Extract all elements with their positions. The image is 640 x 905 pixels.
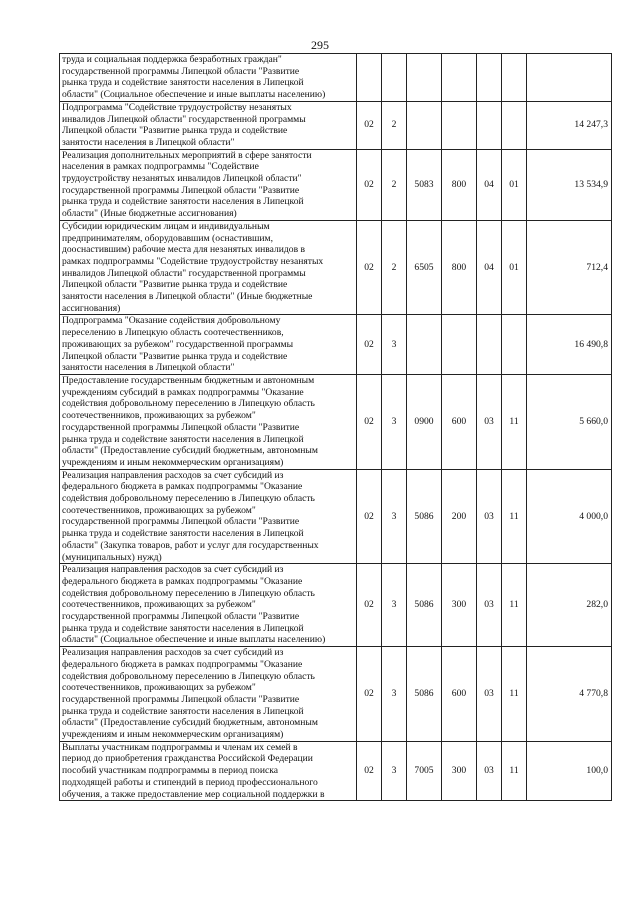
- budget-table: [59, 53, 612, 801]
- table-row: [60, 220, 612, 315]
- item-name-cell: Подпрограмма "Оказание содействия добровольному переселению в Липецкую область соотечественников, проживающих за рубежом" государственной программы Липецкой области "Развитие рынка труда и содействие занятости населения в Липецкой области": [60, 315, 357, 375]
- table-row: [60, 469, 612, 564]
- subprogram-code-cell: 3: [382, 741, 407, 801]
- program-code-cell: 02: [357, 315, 382, 375]
- subprogram-code-cell: 2: [382, 220, 407, 315]
- amount-cell: 5 660,0: [527, 374, 612, 469]
- table-row: [60, 374, 612, 469]
- subsection-cell: 11: [502, 469, 527, 564]
- amount-cell: 13 534,9: [527, 149, 612, 220]
- item-name-cell: Предоставление государственным бюджетным и автономным учреждениям субсидий в рамках подпрограммы "Оказание содействия добровольному переселению в Липецкую область соотечественников, проживающих за рубежом" государственной программы Липецкой области "Развитие рынка труда и содействие занятости населения в Липецкой области" (Предоставление субсидий бюджетным, автономным учреждениям и иным некоммерческим организациям): [60, 374, 357, 469]
- section-cell: 03: [477, 374, 502, 469]
- subprogram-code-cell: 3: [382, 374, 407, 469]
- program-code-cell: [357, 54, 382, 102]
- section-cell: [477, 315, 502, 375]
- subsection-cell: [502, 54, 527, 102]
- table-row: [60, 315, 612, 375]
- section-cell: 03: [477, 647, 502, 742]
- table-row: [60, 149, 612, 220]
- target-code-cell: [407, 101, 442, 149]
- target-code-cell: 5086: [407, 469, 442, 564]
- expense-type-cell: 300: [442, 741, 477, 801]
- section-cell: 04: [477, 149, 502, 220]
- target-code-cell: 5086: [407, 564, 442, 647]
- subprogram-code-cell: 2: [382, 101, 407, 149]
- program-code-cell: 02: [357, 220, 382, 315]
- subsection-cell: 01: [502, 220, 527, 315]
- expense-type-cell: [442, 54, 477, 102]
- expense-type-cell: [442, 101, 477, 149]
- subsection-cell: 01: [502, 149, 527, 220]
- program-code-cell: 02: [357, 101, 382, 149]
- subprogram-code-cell: 3: [382, 315, 407, 375]
- amount-cell: 4 000,0: [527, 469, 612, 564]
- amount-cell: 712,4: [527, 220, 612, 315]
- subprogram-code-cell: 3: [382, 647, 407, 742]
- item-name-cell: Подпрограмма "Содействие трудоустройству незанятых инвалидов Липецкой области" государственной программы Липецкой области "Развитие рынка труда и содействие занятости населения в Липецкой области": [60, 101, 357, 149]
- item-name-cell: Реализация дополнительных мероприятий в сфере занятости населения в рамках подпрограммы "Содействие трудоустройству незанятых инвалидов Липецкой области" государственной программы Липецкой области "Развитие рынка труда и содействие занятости населения в Липецкой области" (Иные бюджетные ассигнования): [60, 149, 357, 220]
- program-code-cell: 02: [357, 564, 382, 647]
- item-name-cell: Реализация направления расходов за счет субсидий из федерального бюджета в рамках подпрограммы "Оказание содействия добровольному переселению в Липецкую область соотечественников, проживающих за рубежом" государственной программы Липецкой области "Развитие рынка труда и содействие занятости населения в Липецкой области" (Социальное обеспечение и иные выплаты населению): [60, 564, 357, 647]
- subsection-cell: 11: [502, 647, 527, 742]
- section-cell: [477, 54, 502, 102]
- table-row: [60, 647, 612, 742]
- section-cell: 04: [477, 220, 502, 315]
- amount-cell: 14 247,3: [527, 101, 612, 149]
- section-cell: 03: [477, 564, 502, 647]
- amount-cell: 282,0: [527, 564, 612, 647]
- expense-type-cell: 800: [442, 220, 477, 315]
- subsection-cell: 11: [502, 564, 527, 647]
- item-name-cell: Реализация направления расходов за счет субсидий из федерального бюджета в рамках подпрограммы "Оказание содействия добровольному переселению в Липецкую область соотечественников, проживающих за рубежом" государственной программы Липецкой области "Развитие рынка труда и содействие занятости населения в Липецкой области" (Предоставление субсидий бюджетным, автономным учреждениям и иным некоммерческим организациям): [60, 647, 357, 742]
- target-code-cell: 5083: [407, 149, 442, 220]
- item-name-cell: труда и социальная поддержка безработных граждан" государственной программы Липецкой области "Развитие рынка труда и содействие занятости населения в Липецкой области" (Социальное обеспечение и иные выплаты населению): [60, 54, 357, 102]
- program-code-cell: 02: [357, 374, 382, 469]
- section-cell: [477, 101, 502, 149]
- target-code-cell: [407, 315, 442, 375]
- program-code-cell: 02: [357, 469, 382, 564]
- subprogram-code-cell: 3: [382, 564, 407, 647]
- item-name-cell: Субсидии юридическим лицам и индивидуальным предпринимателям, оборудовавшим (оснастившим, дооснастившим) рабочие места для незанятых инвалидов в рамках подпрограммы "Содействие трудоустройству незанятых инвалидов Липецкой области" государственной программы Липецкой области "Развитие рынка труда и содействие занятости населения в Липецкой области" (Иные бюджетные ассигнования): [60, 220, 357, 315]
- expense-type-cell: 800: [442, 149, 477, 220]
- budget-table-body: [60, 54, 612, 801]
- program-code-cell: 02: [357, 741, 382, 801]
- amount-cell: [527, 54, 612, 102]
- expense-type-cell: 200: [442, 469, 477, 564]
- page-number: 295: [311, 38, 329, 52]
- target-code-cell: [407, 54, 442, 102]
- target-code-cell: 7005: [407, 741, 442, 801]
- section-cell: 03: [477, 741, 502, 801]
- subprogram-code-cell: 2: [382, 149, 407, 220]
- expense-type-cell: [442, 315, 477, 375]
- amount-cell: 16 490,8: [527, 315, 612, 375]
- subsection-cell: 11: [502, 374, 527, 469]
- subsection-cell: 11: [502, 741, 527, 801]
- target-code-cell: 0900: [407, 374, 442, 469]
- section-cell: 03: [477, 469, 502, 564]
- table-row: [60, 101, 612, 149]
- subprogram-code-cell: 3: [382, 469, 407, 564]
- program-code-cell: 02: [357, 149, 382, 220]
- item-name-cell: Реализация направления расходов за счет субсидий из федерального бюджета в рамках подпрограммы "Оказание содействия добровольному переселению в Липецкую область соотечественников, проживающих за рубежом" государственной программы Липецкой области "Развитие рынка труда и содействие занятости населения в Липецкой области" (Закупка товаров, работ и услуг для государственных (муниципальных) нужд): [60, 469, 357, 564]
- expense-type-cell: 600: [442, 374, 477, 469]
- amount-cell: 100,0: [527, 741, 612, 801]
- subsection-cell: [502, 315, 527, 375]
- table-row: [60, 54, 612, 102]
- item-name-cell: Выплаты участникам подпрограммы и членам их семей в период до приобретения гражданства Российской Федерации пособий участникам подпрограммы в период поиска подходящей работы и стипендий в период профессионального обучения, а также предоставление мер социальной поддержки в: [60, 741, 357, 801]
- target-code-cell: 6505: [407, 220, 442, 315]
- table-row: [60, 564, 612, 647]
- expense-type-cell: 600: [442, 647, 477, 742]
- subsection-cell: [502, 101, 527, 149]
- target-code-cell: 5086: [407, 647, 442, 742]
- table-row: [60, 741, 612, 801]
- subprogram-code-cell: [382, 54, 407, 102]
- program-code-cell: 02: [357, 647, 382, 742]
- amount-cell: 4 770,8: [527, 647, 612, 742]
- expense-type-cell: 300: [442, 564, 477, 647]
